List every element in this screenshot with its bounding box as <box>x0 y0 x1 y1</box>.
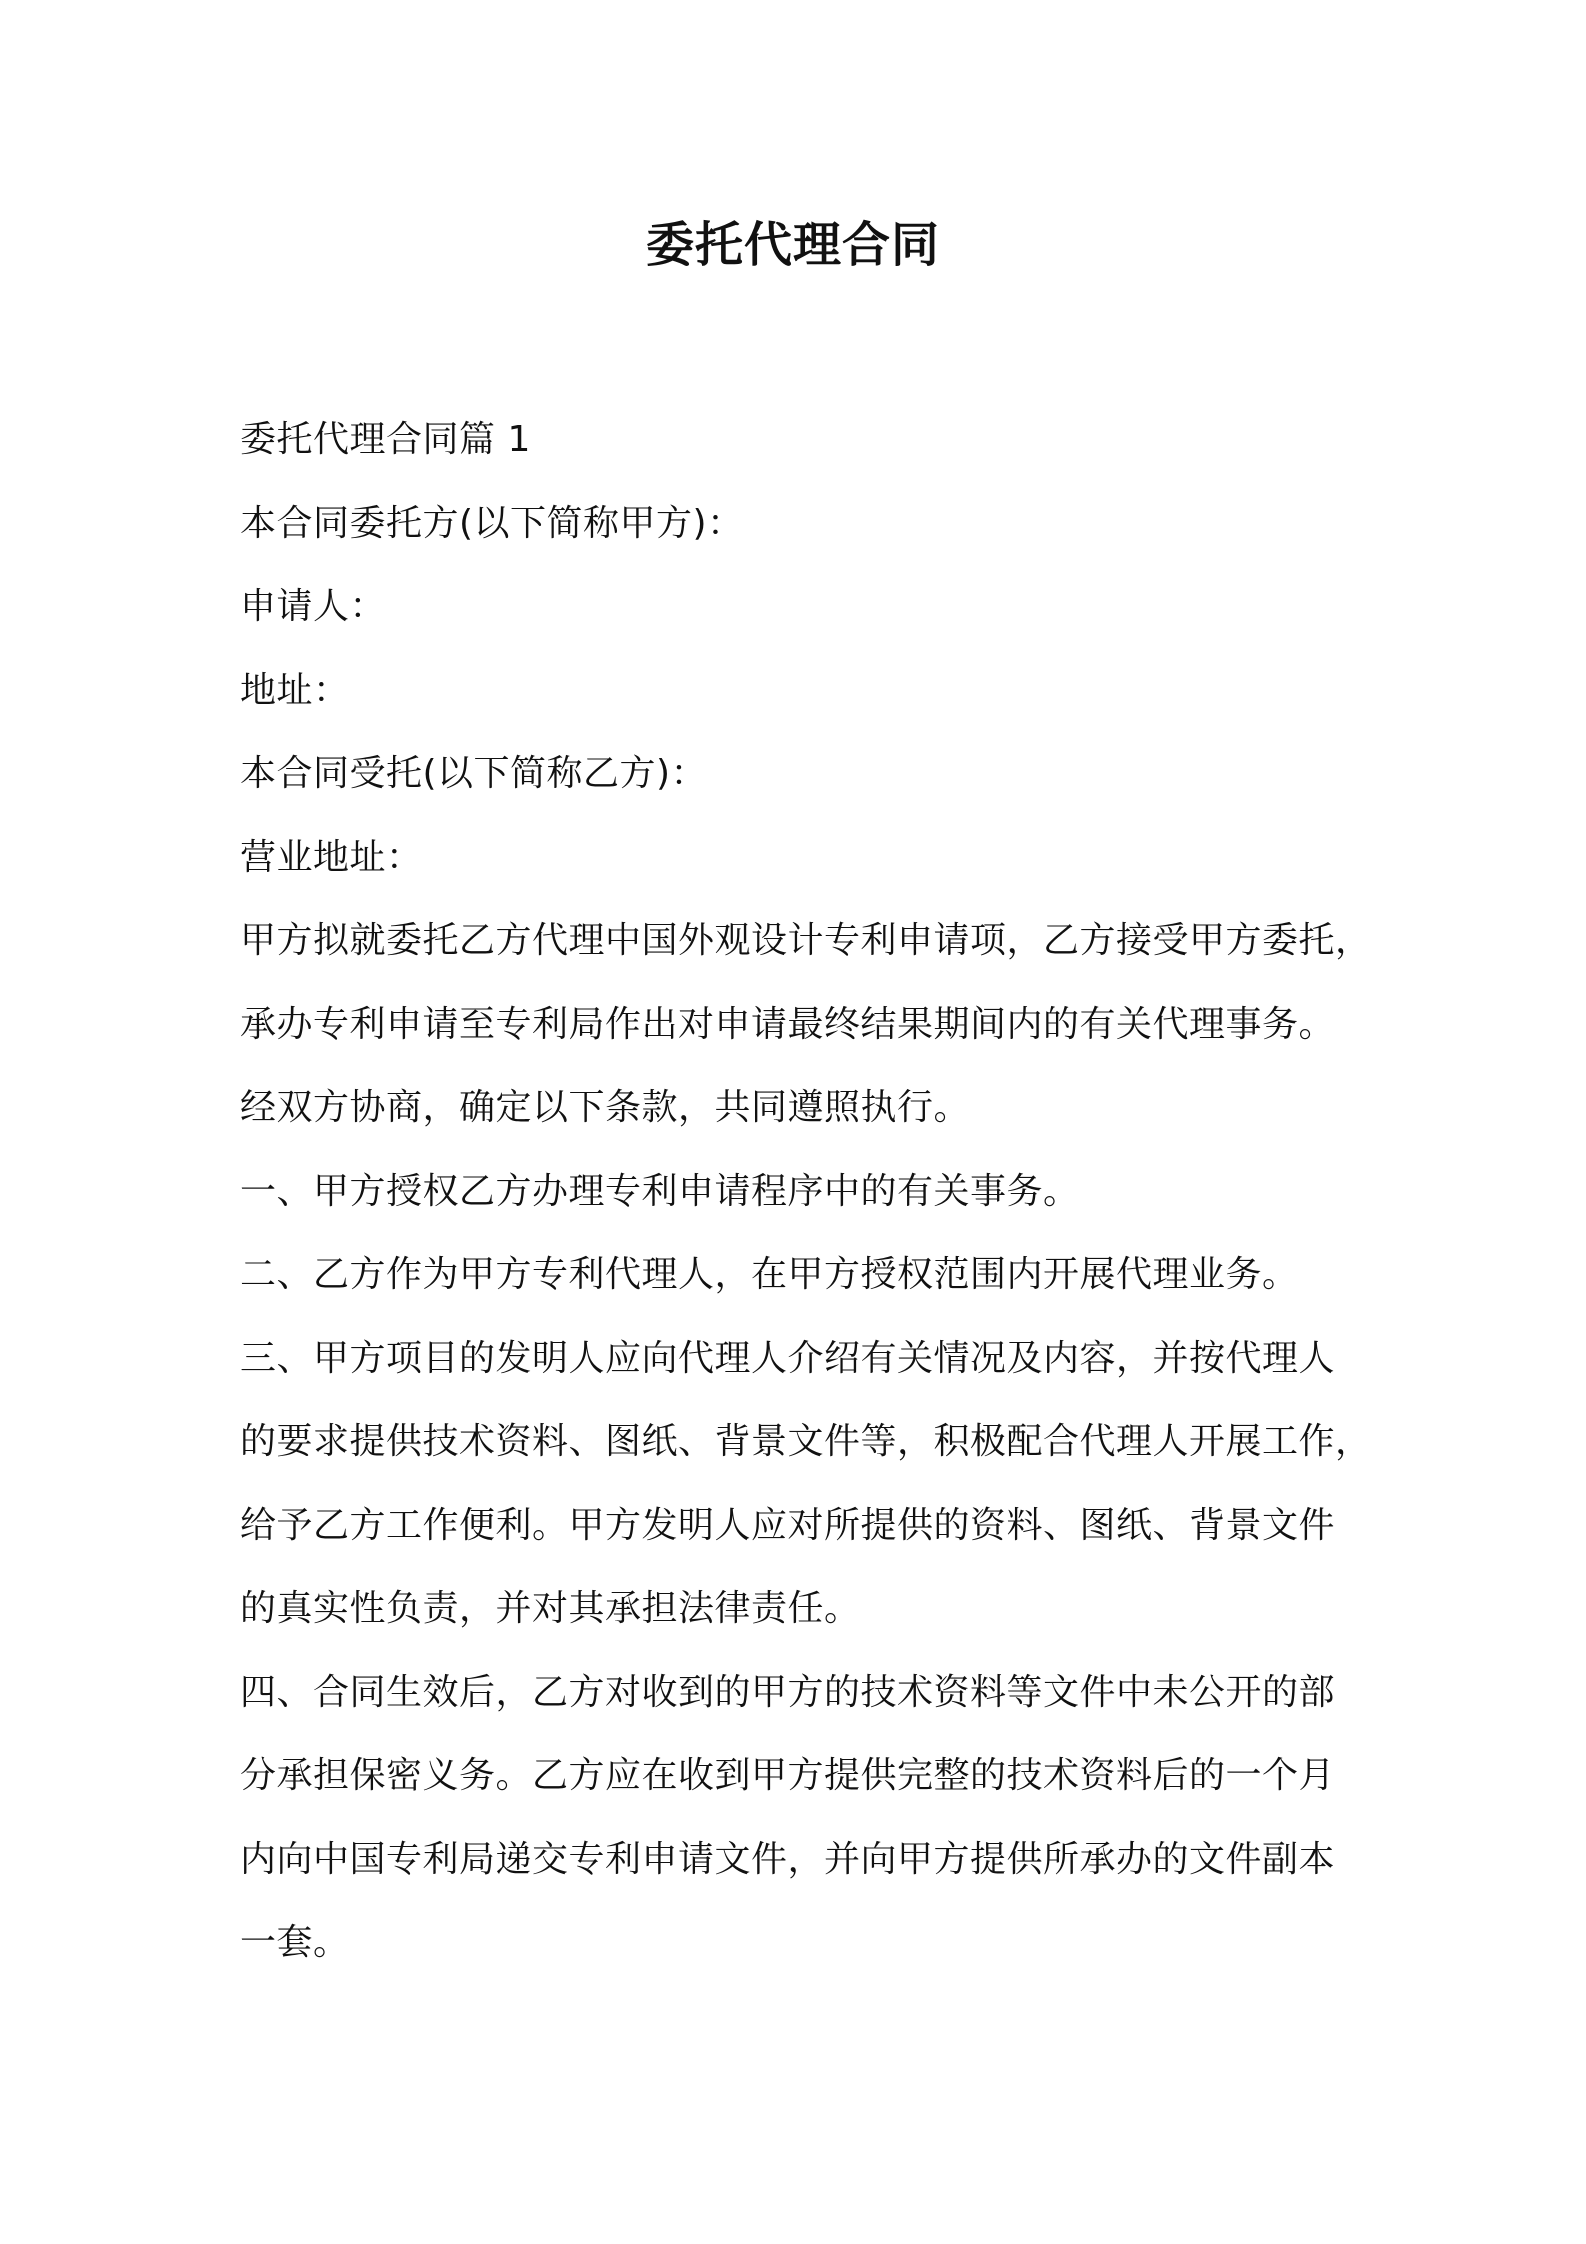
clause-1: 一、甲方授权乙方办理专利申请程序中的有关事务。 <box>240 1170 1080 1212</box>
paragraph-line: 经双方协商，确定以下条款，共同遵照执行。 <box>240 1087 971 1128</box>
clause-2: 二、乙方作为甲方专利代理人，在甲方授权范围内开展代理业务。 <box>240 1254 1299 1295</box>
clause-3-line: 三、甲方项目的发明人应向代理人介绍有关情况及内容，并按代理人 <box>240 1337 1336 1379</box>
clause-4-line: 内向中国专利局递交专利申请文件，并向甲方提供所承办的文件副本 <box>240 1838 1336 1880</box>
document-body <box>240 398 1372 1985</box>
document-title: 委托代理合同 <box>645 217 940 273</box>
party-a-label: 本合同委托方(以下简称甲方)： <box>240 502 744 544</box>
clause-3-line: 给予乙方工作便利。甲方发明人应对所提供的资料、图纸、背景文件 <box>240 1504 1336 1546</box>
business-address-field: 营业地址： <box>240 836 423 878</box>
clause-4-line: 一套。 <box>240 1922 350 1963</box>
applicant-field: 申请人： <box>240 586 387 627</box>
clause-4-line: 四、合同生效后，乙方对收到的甲方的技术资料等文件中未公开的部 <box>240 1671 1336 1713</box>
clause-4-line: 分承担保密义务。乙方应在收到甲方提供完整的技术资料后的一个月 <box>240 1755 1336 1796</box>
paragraph-line: 承办专利申请至专利局作出对申请最终结果期间内的有关代理事务。 <box>240 1003 1336 1045</box>
paragraph-line: 甲方拟就委托乙方代理中国外观设计专利申请项，乙方接受甲方委托， <box>240 920 1372 961</box>
address-field: 地址： <box>240 669 350 711</box>
clause-3-line: 的真实性负责，并对其承担法律责任。 <box>240 1588 861 1629</box>
party-b-label: 本合同受托(以下简称乙方)： <box>240 753 708 794</box>
clause-3-line: 的要求提供技术资料、图纸、背景文件等，积极配合代理人开展工作， <box>240 1421 1372 1462</box>
section-heading: 委托代理合同篇 1 <box>240 419 531 460</box>
